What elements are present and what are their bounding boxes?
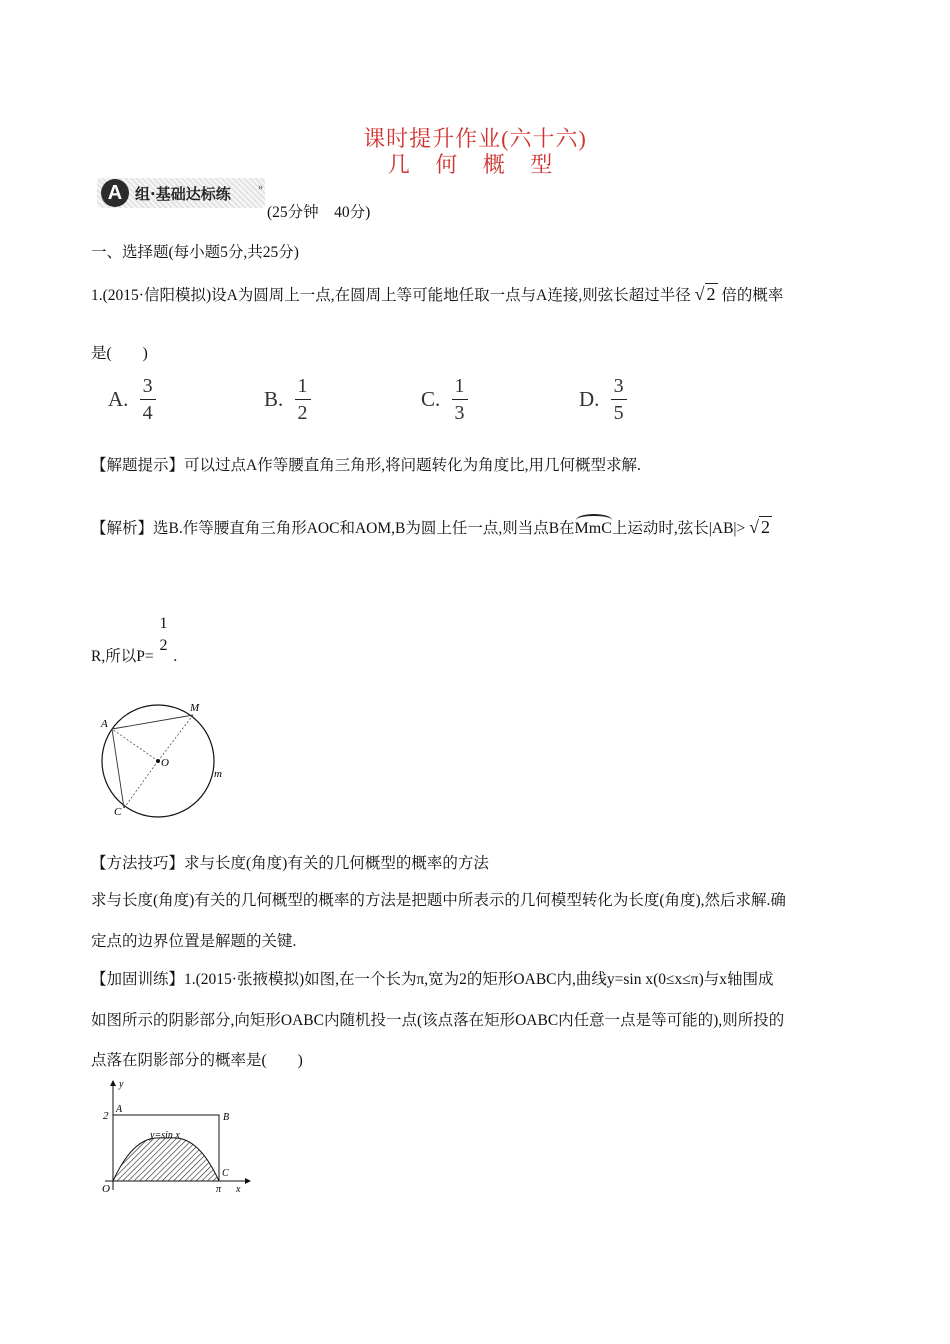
method-line-2: 定点的边界位置是解题的关键. <box>91 933 297 950</box>
method-heading: 【方法技巧】求与长度(角度)有关的几何概型的概率的方法 <box>91 855 489 872</box>
label-pi: π <box>216 1184 222 1195</box>
label-c: C <box>114 806 122 818</box>
shaded-region <box>113 1138 219 1181</box>
arc-mark-icon <box>576 514 612 526</box>
option-b-numerator: 1 <box>295 375 311 400</box>
circle-figure <box>90 695 240 820</box>
hint-text: 【解题提示】可以过点A作等腰直角三角形,将问题转化为角度比,用几何概型求解. <box>91 457 641 474</box>
radius-oa <box>112 729 158 761</box>
analysis-line2-suffix: . <box>173 648 178 665</box>
label-arc-m: m <box>214 768 222 780</box>
option-d[interactable] <box>579 375 627 424</box>
sine-graph-figure <box>95 1078 255 1200</box>
label-graph-b: B <box>223 1112 230 1123</box>
radius-om <box>158 715 193 761</box>
question-1-stem-end: 是( ) <box>91 345 148 362</box>
analysis-line-1 <box>91 516 772 538</box>
x-axis-arrow-icon <box>245 1178 251 1184</box>
page-subtitle: 几 何 概 型 <box>387 152 563 177</box>
page-title: 课时提升作业(六十六) <box>363 126 587 151</box>
analysis-text-a: 【解析】选B.作等腰直角三角形AOC和AOM,B为圆上任一点,则当点B在 <box>91 520 575 537</box>
option-c-fraction <box>452 375 468 424</box>
arc-notation <box>575 516 612 538</box>
option-a[interactable] <box>108 375 156 424</box>
option-a-numerator: 3 <box>140 375 156 400</box>
label-two: 2 <box>103 1110 109 1122</box>
center-point <box>156 759 160 763</box>
label-o: O <box>161 757 169 769</box>
analysis-line2-prefix: R,所以P= <box>91 648 154 665</box>
analysis-sqrt-radicand: 2 <box>761 517 771 537</box>
option-b[interactable] <box>264 375 311 424</box>
option-a-label: A. <box>108 387 129 411</box>
badge-text: 组·基础达标练 <box>135 185 231 203</box>
label-m: M <box>190 702 200 714</box>
y-axis-arrow-icon <box>110 1080 116 1086</box>
option-b-fraction <box>295 375 311 424</box>
option-c-numerator: 1 <box>452 375 468 400</box>
double-chevron-icon: » <box>258 182 263 193</box>
option-d-denominator: 5 <box>613 402 624 424</box>
analysis-sqrt: √ 2 <box>749 517 771 537</box>
sqrt-expression: √ 2 <box>694 284 716 304</box>
label-graph-a: A <box>116 1104 123 1115</box>
label-curve: y=sin x <box>150 1130 180 1141</box>
question-1-stem <box>91 283 783 305</box>
option-c-label: C. <box>421 387 441 411</box>
radius-oc <box>124 761 158 808</box>
label-a: A <box>101 718 108 730</box>
probability-fraction <box>157 614 169 655</box>
badge-letter-icon: A <box>101 179 129 207</box>
option-d-numerator: 3 <box>611 375 627 400</box>
analysis-text-b: 上运动时,弦长|AB|> <box>611 520 746 537</box>
extra-line-1: 【加固训练】1.(2015·张掖模拟)如图,在一个长为π,宽为2的矩形OABC内,曲线y=sin x(0≤x≤π)与x轴围成 <box>91 971 774 988</box>
arc-text: MmC <box>574 520 612 537</box>
label-graph-o: O <box>102 1183 110 1195</box>
time-info: (25分钟 40分) <box>267 204 371 221</box>
question-1-stem-prefix: 1.(2015·信阳模拟)设A为圆周上一点,在圆周上等可能地任取一点与A连接,则弦长超过半径 <box>91 287 691 304</box>
question-1-stem-suffix: 倍的概率 <box>721 287 784 304</box>
option-b-label: B. <box>264 387 284 411</box>
extra-line-3: 点落在阴影部分的概率是( ) <box>91 1052 303 1069</box>
label-x: x <box>236 1184 241 1195</box>
option-a-denominator: 4 <box>142 402 153 424</box>
option-b-denominator: 2 <box>297 402 308 424</box>
label-y: y <box>119 1079 124 1090</box>
sqrt-radicand: 2 <box>706 284 716 304</box>
option-a-fraction <box>140 375 156 424</box>
section-badge <box>97 178 265 208</box>
option-c-denominator: 3 <box>454 402 465 424</box>
probability-denominator: 2 <box>159 637 168 655</box>
extra-line-2: 如图所示的阴影部分,向矩形OABC内随机投一点(该点落在矩形OABC内任意一点是等可能的),则所投的 <box>91 1012 785 1029</box>
method-line-1: 求与长度(角度)有关的几何概型的概率的方法是把题中所表示的几何模型转化为长度(角度),然后求解.确 <box>91 892 786 909</box>
analysis-line-2 <box>91 614 177 666</box>
probability-numerator: 1 <box>159 615 168 632</box>
option-d-label: D. <box>579 387 600 411</box>
option-d-fraction <box>611 375 627 424</box>
label-graph-c: C <box>222 1168 229 1179</box>
option-c[interactable] <box>421 375 468 424</box>
part-heading: 一、选择题(每小题5分,共25分) <box>91 244 299 261</box>
